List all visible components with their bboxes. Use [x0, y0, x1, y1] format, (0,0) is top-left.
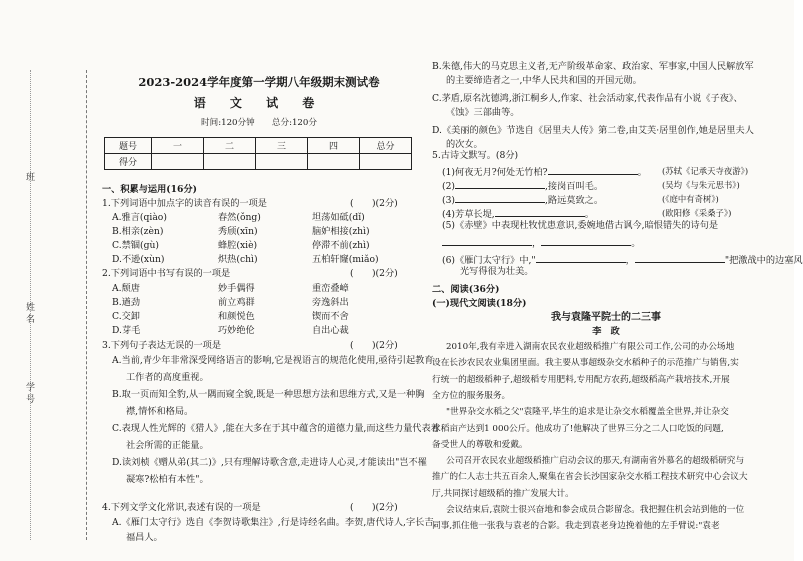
q4-option-line: 《蚀》三部曲等。: [446, 107, 520, 118]
answer-blank[interactable]: [548, 165, 638, 175]
q1-option-word: A.雅言(qiào): [112, 212, 167, 223]
q2-option-word: 妙手偶得: [218, 283, 255, 294]
question-5: 5.古诗文默写。(8分): [432, 150, 519, 161]
q3-option-line: 社会所需的正能量。: [126, 440, 209, 451]
score-header-cell: 一: [152, 138, 204, 154]
article-line: 水稻亩产达到1 000公斤。他成功了!他解决了世界三分之二人口吃饭的问题,: [432, 423, 724, 434]
q4-option-line: C.茅盾,原名沈德鸿,浙江桐乡人,作家、社会活动家,代表作品有小说《子夜》、: [432, 93, 743, 104]
score-table-score-row: [105, 154, 412, 170]
question-1: 1.下列词语中加点字的读音有误的一项是: [102, 198, 267, 209]
q5-item-6-post: "把激战中的边塞风: [724, 255, 803, 266]
q5-item-5-answer: ， 。: [442, 236, 640, 250]
score-row-label: 得分: [105, 154, 152, 170]
q1-option-word: 停滞不前(zhì): [312, 240, 370, 251]
section-2a-heading: (一)现代文阅读(18分): [432, 298, 527, 309]
margin-label-class: 班: [26, 173, 36, 183]
answer-blank[interactable]: [495, 207, 585, 217]
cut-line: [86, 70, 87, 540]
q5-item-prefix: (4)芳草长堤,: [442, 209, 495, 220]
q5-item-prefix: (3): [442, 195, 456, 206]
q5-item-source: (吴均《与朱元思书》): [662, 180, 740, 190]
q1-option-word: 蜂腔(xiè): [218, 240, 258, 251]
q2-option-word: C.交卸: [112, 311, 140, 322]
q4-option-line: 的主要缔造者之一,中华人民共和国的开国元勋。: [446, 75, 642, 86]
score-header-cell: 题号: [105, 138, 152, 154]
q3-option-line: 工作者的高度重视。: [126, 372, 209, 383]
q4-option-line: A.《雁门太守行》选自《李贺诗歌集注》,行是诗经名曲。李贺,唐代诗人,字长吉,: [112, 517, 437, 528]
q4-option-line: B.朱德,伟大的马克思主义者,无产阶级革命家、政治家、军事家,中国人民解放军: [432, 61, 754, 72]
q5-item-prefix: (2): [442, 181, 456, 192]
section-2-heading: 二、阅读(36分): [432, 284, 500, 295]
score-header-cell: 四: [308, 138, 360, 154]
question-2: 2.下列词语中书写有误的一项是: [102, 268, 231, 279]
q1-option-word: 坦荡如砥(dǐ): [312, 212, 365, 223]
question-3: 3.下列句子表达无误的一项是: [102, 340, 222, 351]
q5-item-suffix: ,接岗百叫毛。: [545, 181, 604, 192]
q3-option-line: D.读刘桢《赠从弟(其二)》,只有理解诗歌含意,走进诗人心灵,才能读出"岂不罹: [112, 457, 427, 468]
score-cell[interactable]: [256, 154, 308, 170]
q5-item-5-prompt: (5)《赤壁》中表现杜牧忧患意识,委婉地借古讽今,暗恨错失的诗句是: [442, 220, 719, 231]
q2-option-word: 和颜悦色: [218, 311, 255, 322]
q2-option-word: 巧妙绝伦: [218, 325, 255, 336]
q5-item-source: (《庭中有奇树》): [662, 194, 719, 204]
article-author: 李 政: [592, 326, 620, 337]
answer-blank[interactable]: [455, 193, 545, 203]
answer-blank[interactable]: [635, 253, 725, 263]
q1-option-word: B.相亲(zèn): [112, 226, 164, 237]
q1-option-word: D.不逊(xùn): [112, 254, 165, 265]
question-4-score: ( )(2分): [350, 502, 398, 513]
q5-item-source: (苏轼《记承天寺夜游》): [662, 166, 749, 176]
answer-blank[interactable]: [455, 179, 545, 189]
margin-label-name-1: 姓: [26, 303, 36, 313]
q2-option-word: B.遒劲: [112, 297, 141, 308]
q5-item: [442, 193, 603, 207]
q5-item-suffix: ,路远莫致之。: [545, 195, 604, 206]
q5-item-suffix: 。: [637, 167, 647, 178]
question-4: 4.下列文学文化常识,表述有误的一项是: [102, 502, 261, 513]
article-line: 同事,抓住他一张我与袁老的合影。我走到袁老身边挽着他的左手臂说:"袁老: [432, 521, 720, 532]
q2-option-word: 自出心裁: [312, 325, 349, 336]
q1-option-word: C.禁锢(gù): [112, 240, 159, 251]
q2-option-word: A.颓唐: [112, 283, 140, 294]
score-cell[interactable]: [204, 154, 256, 170]
article-line: 行统一的超级稻种子,超级稻专用肥料,专用配方农药,超级稻高产栽培技术,开展: [432, 374, 730, 385]
q5-item: [442, 165, 647, 179]
q5-item-suffix: 。: [584, 209, 594, 220]
q1-option-word: 春然(ǒng): [218, 212, 261, 223]
q4-option-line: 福昌人。: [126, 532, 163, 543]
article-line: 厅,共同探讨超级稻的推广发展大计。: [432, 488, 574, 499]
q5-item-6-tail: 光写得很为壮美。: [460, 266, 534, 277]
q5-item-6: (6)《雁门太守行》中," ， "把激战中的边塞风: [442, 255, 803, 266]
q4-option-line: D.《美丽的颜色》节选自《居里夫人传》第二卷,由艾芙·居里创作,她是居里夫人: [432, 125, 754, 136]
exam-subject: 语 文 试 卷: [193, 96, 325, 110]
answer-blank[interactable]: [541, 236, 631, 246]
q3-option-line: 凝寒?松柏有本性"。: [126, 474, 209, 485]
score-cell[interactable]: [152, 154, 204, 170]
article-line: 推广的仁人志士共五百余人,聚集在省会长沙国家杂交水稻工程技术研究中心会议大: [432, 472, 748, 483]
score-header-cell: 总分: [360, 138, 412, 154]
margin-label-number-1: 学: [26, 383, 36, 393]
score-table-header-row: [105, 138, 412, 154]
article-line: 备受世人的尊敬和爱戴。: [432, 439, 528, 450]
score-table: [104, 137, 412, 170]
section-1-heading: 一、积累与运用(16分): [102, 184, 197, 195]
score-cell[interactable]: [308, 154, 360, 170]
q5-item: [442, 207, 594, 221]
article-line: 2010年,我有幸进入湖南农民农业超级稻推广有限公司工作,公司的办公场地: [446, 342, 735, 352]
answer-blank[interactable]: [536, 253, 626, 263]
exam-time-score: 时间:120分钟 总分:120分: [201, 118, 317, 128]
q3-option-line: B.取一页而知全豹,从一隅而窥全貌,既是一种思想方法和思维方式,又是一种胸: [112, 389, 425, 400]
article-line: 公司召开农民农业超级稻推广启动会议的那天,有湖南省外慕名的超级稻研究与: [446, 456, 745, 467]
q1-option-word: 炽热(chì): [218, 254, 258, 265]
article-line: 全方位的服务服务。: [432, 390, 511, 401]
q5-item: [442, 179, 603, 193]
q3-option-line: 襟,情怀和格局。: [126, 406, 194, 417]
question-3-score: ( )(2分): [350, 340, 398, 351]
score-header-cell: 三: [256, 138, 308, 154]
q1-option-word: 脑妒相接(zhì): [312, 226, 370, 237]
q3-option-line: A.当前,青少年非常深受网络语言的影响,它是视语言的规范化使用,亟待引起教育: [112, 355, 434, 366]
article-line: 设在长沙农民农业集团里面。我主要从事超级杂交水稻种子的示范推广与销售,实: [432, 358, 739, 369]
margin-label-number-2: 号: [26, 395, 36, 405]
q1-option-word: 秀颀(xīn): [218, 226, 258, 237]
question-2-score: ( )(2分): [350, 268, 398, 279]
score-cell[interactable]: [360, 154, 412, 170]
article-line: 会议结束后,袁院士很兴奋地和参会成员合影留念。我把握住机会站到他的一位: [446, 505, 745, 515]
q2-option-word: D.芽毛: [112, 325, 141, 336]
q2-option-word: 旁逸斜出: [312, 297, 349, 308]
q5-item-prefix: (1)何夜无月?何处无竹柏?: [442, 167, 548, 178]
question-1-score: ( )(2分): [350, 198, 398, 209]
q2-option-word: 锲而不舍: [312, 311, 349, 322]
margin-label-name-2: 名: [26, 315, 36, 325]
q2-option-word: 前立鸡群: [218, 297, 255, 308]
q3-option-line: C.表现人性光辉的《猎人》,能在大多在于其中蕴含的道德力量,而这些力量代表着: [112, 423, 440, 434]
score-header-cell: 二: [204, 138, 256, 154]
q5-item-source: (欧阳修《采桑子》): [662, 208, 732, 218]
q1-option-word: 五柏轩窿(miǎo): [312, 254, 379, 265]
exam-title: 2023-2024学年度第一学期八年级期末测试卷: [138, 75, 380, 89]
q2-option-word: 重峦叠嶂: [312, 283, 349, 294]
binding-margin: [0, 0, 98, 561]
answer-blank[interactable]: [442, 236, 532, 246]
q5-item-6-prompt: (6)《雁门太守行》中,": [442, 255, 536, 266]
q4-option-line: 的次女。: [446, 139, 483, 150]
article-title: 我与袁隆平院士的二三事: [551, 312, 661, 323]
article-line: "世界杂交水稻之父"袁隆平,毕生的追求是让杂交水稻覆盖全世界,并让杂交: [446, 407, 729, 418]
